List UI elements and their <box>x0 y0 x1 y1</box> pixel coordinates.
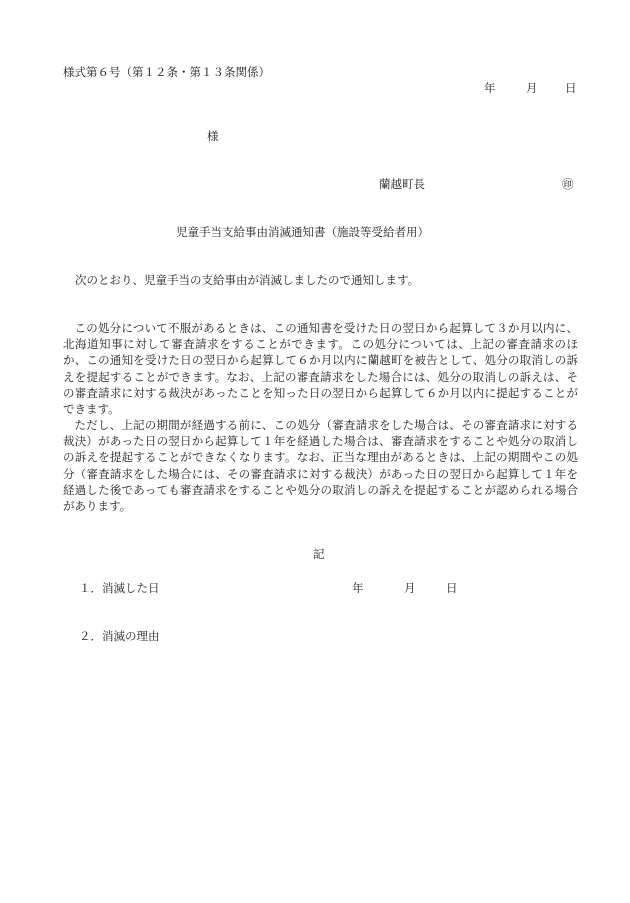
notice-paragraph-1: この処分について不服があるときは、この通知書を受けた日の翌日から起算して３か月以内に、北海道知事に対して審査請求をすることができます。この処分については、上記の審査請求のほか、この通知を受けた日の翌日から起算して６か月以内に蘭越町を被告として、処分の取消しの訴えを提起することができます。なお、上記の審査請求をした場合には、処分の取消しの訴えは、その審査請求に対する裁決があったことを知った日の翌日から起算して６か月以内に提起することができます。 <box>63 321 578 417</box>
seal-mark: ㊞ <box>562 177 574 191</box>
date-year-label: 年 <box>484 81 496 95</box>
document-title: 児童手当支給事由消滅通知書（施設等受給者用） <box>176 225 429 239</box>
date-day-label: 日 <box>565 81 577 95</box>
intro-text: 次のとおり、児童手当の支給事由が消滅しましたので通知します。 <box>75 273 420 287</box>
item-year-label: 年 <box>352 581 364 595</box>
ki-heading: 記 <box>313 547 325 561</box>
item-day-label: 日 <box>446 581 458 595</box>
item-label-2: ２．消滅の理由 <box>79 629 160 643</box>
notice-paragraph-2: ただし、上記の期間が経過する前に、この処分（審査請求をした場合は、その審査請求に対する裁決）があった日の翌日から起算して１年を経過した場合は、審査請求をすることや処分の取消しの訴えを提起することができなくなります。なお、正当な理由があるときは、上記の期間やこの処分（審査請求をした場合には、その審査請求に対する裁決）があった日の翌日から起算して１年を経過した後であっても審査請求をすることや処分の取消しの訴えを提起することが認められる場合があります。 <box>63 418 578 514</box>
item-label-1: １．消滅した日 <box>79 581 160 595</box>
form-number: 様式第６号（第１２条・第１３条関係） <box>63 65 270 79</box>
item-month-label: 月 <box>404 581 416 595</box>
issuer-name: 蘭越町長 <box>379 177 425 191</box>
addressee-suffix: 様 <box>207 129 219 143</box>
date-month-label: 月 <box>526 81 538 95</box>
